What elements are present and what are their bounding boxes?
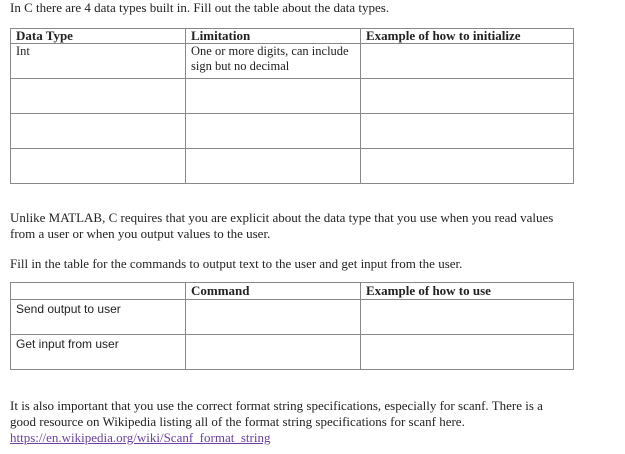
header-command: Command: [186, 283, 361, 300]
table-row: [11, 335, 574, 370]
table-cell[interactable]: [186, 335, 361, 370]
header-example-initialize: Example of how to initialize: [361, 29, 574, 44]
table-row: [11, 44, 574, 79]
table-cell[interactable]: [361, 149, 574, 184]
table-cell[interactable]: [361, 79, 574, 114]
table-cell[interactable]: [361, 114, 574, 149]
header-limitation: Limitation: [186, 29, 361, 44]
table-row: [11, 114, 574, 149]
paragraph-format-strings: [10, 398, 570, 446]
row-label-get-input: Get input from user: [11, 335, 186, 370]
table-cell[interactable]: [361, 44, 574, 79]
data-types-table: [10, 28, 574, 184]
intro-text: In C there are 4 data types built in. Fill out the table about the data types.: [10, 0, 390, 15]
table-cell[interactable]: [186, 149, 361, 184]
table-row: [11, 149, 574, 184]
table-cell[interactable]: [11, 114, 186, 149]
paragraph-fill-commands: Fill in the table for the commands to output text to the user and get input from the user.: [10, 256, 463, 271]
table-cell[interactable]: [186, 114, 361, 149]
table-row: [11, 300, 574, 335]
table-cell[interactable]: [11, 79, 186, 114]
table-cell[interactable]: One or more digits, can include sign but no decimal: [186, 44, 361, 79]
table-cell[interactable]: Int: [11, 44, 186, 79]
table-cell[interactable]: [361, 300, 574, 335]
header-blank: [11, 283, 186, 300]
commands-table: [10, 282, 574, 370]
table-cell[interactable]: [186, 79, 361, 114]
paragraph-format-strings-text: It is also important that you use the correct format string specifications, especially for scanf. There is a good resource on Wikipedia listing all of the format string specifications for scanf here.: [10, 398, 543, 429]
wikipedia-scanf-link[interactable]: https://en.wikipedia.org/wiki/Scanf_format_string: [10, 430, 271, 445]
paragraph-explicit-types: Unlike MATLAB, C requires that you are explicit about the data type that you use when you read values from a user or when you output values to the user.: [10, 210, 554, 241]
table-cell[interactable]: [186, 300, 361, 335]
table-row: [11, 79, 574, 114]
header-example-use: Example of how to use: [361, 283, 574, 300]
table-cell[interactable]: [361, 335, 574, 370]
row-label-send-output: Send output to user: [11, 300, 186, 335]
header-data-type: Data Type: [11, 29, 186, 44]
table-cell[interactable]: [11, 149, 186, 184]
